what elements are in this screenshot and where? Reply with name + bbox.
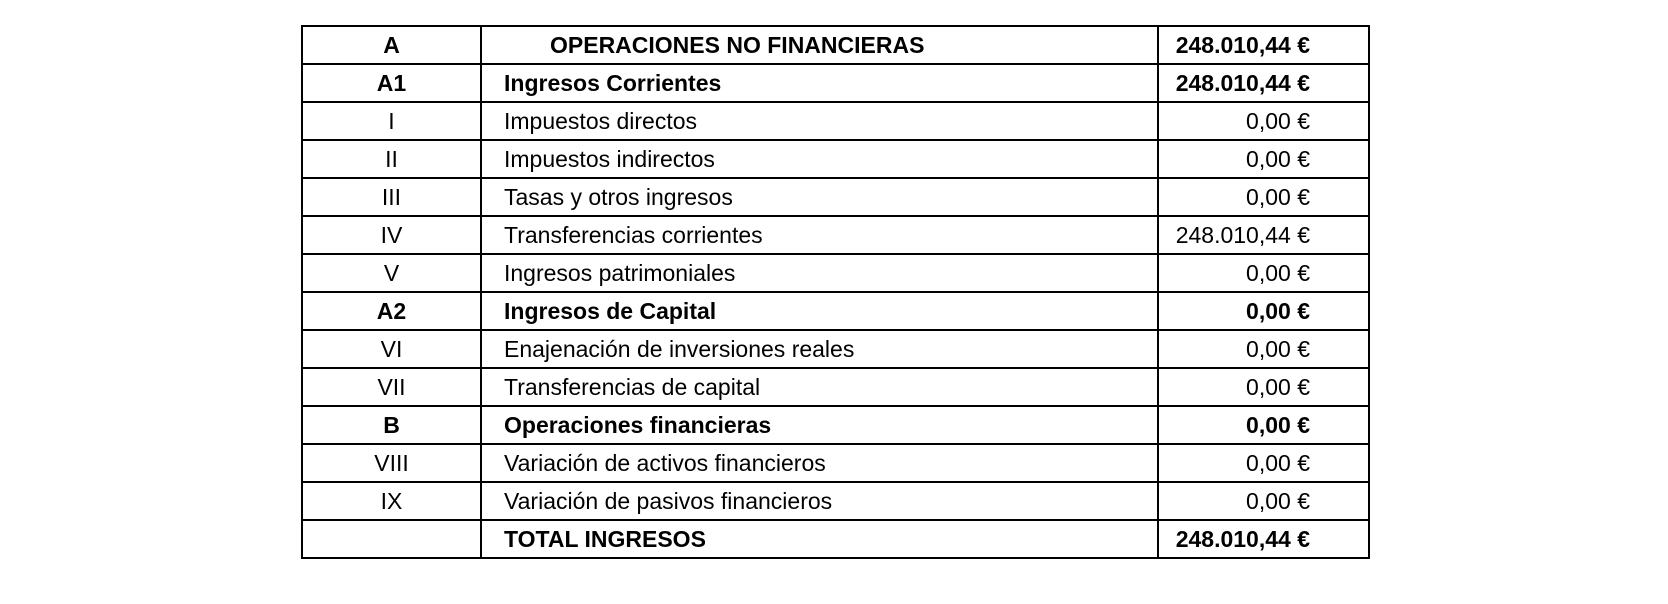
row-code: VI: [302, 330, 481, 368]
table-body: [302, 26, 1369, 558]
row-description: TOTAL INGRESOS: [481, 520, 1158, 558]
table-row: [302, 64, 1369, 102]
row-code: A: [302, 26, 481, 64]
row-code: IV: [302, 216, 481, 254]
row-description: Ingresos patrimoniales: [481, 254, 1158, 292]
table-row: [302, 26, 1369, 64]
row-amount: 0,00 €: [1158, 292, 1369, 330]
row-description: Variación de pasivos financieros: [481, 482, 1158, 520]
row-description: Impuestos indirectos: [481, 140, 1158, 178]
table-row: [302, 140, 1369, 178]
table-row: [302, 520, 1369, 558]
income-budget-table: [301, 25, 1370, 559]
table-row: [302, 330, 1369, 368]
row-description: Tasas y otros ingresos: [481, 178, 1158, 216]
row-code: V: [302, 254, 481, 292]
table-row: [302, 216, 1369, 254]
row-code: II: [302, 140, 481, 178]
table-row: [302, 178, 1369, 216]
row-code: [302, 520, 481, 558]
table-row: [302, 406, 1369, 444]
table-row: [302, 368, 1369, 406]
row-code: I: [302, 102, 481, 140]
table-row: [302, 102, 1369, 140]
row-code: III: [302, 178, 481, 216]
row-description: Ingresos de Capital: [481, 292, 1158, 330]
row-description: OPERACIONES NO FINANCIERAS: [481, 26, 1158, 64]
table-row: [302, 444, 1369, 482]
row-amount: 248.010,44 €: [1158, 216, 1369, 254]
table-row: [302, 482, 1369, 520]
row-amount: 0,00 €: [1158, 178, 1369, 216]
row-amount: 0,00 €: [1158, 482, 1369, 520]
row-code: A1: [302, 64, 481, 102]
row-description: Operaciones financieras: [481, 406, 1158, 444]
row-description: Enajenación de inversiones reales: [481, 330, 1158, 368]
table-row: [302, 292, 1369, 330]
row-description: Ingresos Corrientes: [481, 64, 1158, 102]
row-code: VIII: [302, 444, 481, 482]
row-amount: 0,00 €: [1158, 254, 1369, 292]
row-amount: 248.010,44 €: [1158, 64, 1369, 102]
row-amount: 0,00 €: [1158, 444, 1369, 482]
table-row: [302, 254, 1369, 292]
row-amount: 0,00 €: [1158, 102, 1369, 140]
row-amount: 248.010,44 €: [1158, 26, 1369, 64]
row-description: Variación de activos financieros: [481, 444, 1158, 482]
row-code: A2: [302, 292, 481, 330]
row-amount: 0,00 €: [1158, 406, 1369, 444]
row-amount: 0,00 €: [1158, 140, 1369, 178]
row-description: Impuestos directos: [481, 102, 1158, 140]
row-description: Transferencias de capital: [481, 368, 1158, 406]
row-amount: 248.010,44 €: [1158, 520, 1369, 558]
row-code: IX: [302, 482, 481, 520]
row-code: B: [302, 406, 481, 444]
row-code: VII: [302, 368, 481, 406]
row-amount: 0,00 €: [1158, 368, 1369, 406]
row-description: Transferencias corrientes: [481, 216, 1158, 254]
row-amount: 0,00 €: [1158, 330, 1369, 368]
